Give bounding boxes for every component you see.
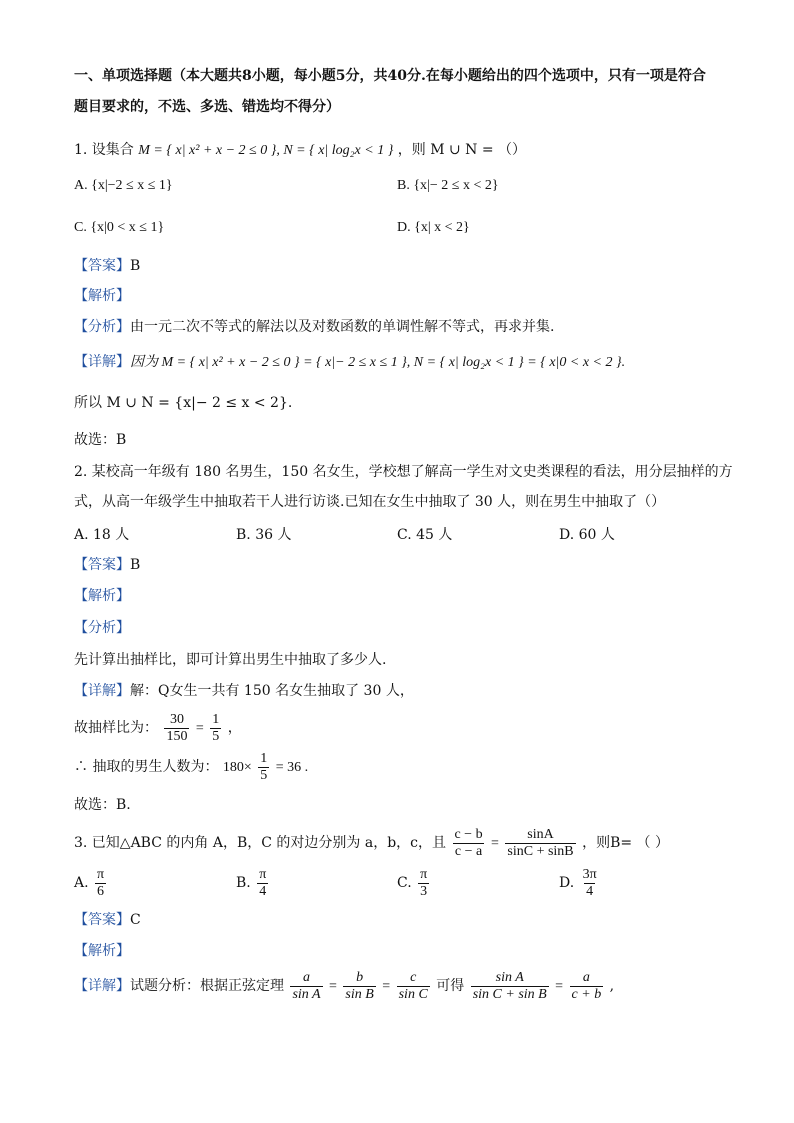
numerator: 1 (212, 711, 220, 727)
q3-option-c (397, 863, 431, 903)
q3-detail-pre: 试题分析：根据正弦定理 (130, 978, 284, 994)
fraction (418, 867, 429, 900)
q3-detail-mid: 可得 (436, 978, 465, 994)
q1-stem-pre: 1. 设集合 (74, 142, 134, 158)
q1-answer-value: B (130, 258, 141, 274)
answer-tag: 【答案】 (74, 258, 130, 274)
q2-option-a: A. 18 人 (74, 527, 130, 543)
section-title-line2: 题目要求的，不选、多选、错选均不得分） (74, 99, 340, 115)
numerator: sinA (527, 826, 554, 842)
q2-males (74, 747, 308, 788)
numerator: π (420, 866, 428, 882)
q1-stem-post: ，则 M ∪ N = （） (397, 142, 527, 158)
fraction (570, 970, 604, 1003)
q2-stem-line2: 式，从高一年级学生中抽取若干人进行访谈.已知在女生中抽取了 30 人，则在男生中抽取了（） (74, 494, 666, 510)
denominator: c − a (454, 843, 483, 859)
fraction (505, 827, 575, 860)
numerator: 30 (169, 711, 184, 727)
numerator: a (582, 969, 590, 985)
q1-detail-text: 因为 M = { x| x² + x − 2 ≤ 0 } = { x|− 2 ≤ x ≤ 1 }, N = { x| log₂x < 1 } = { x|0 < x < 2 }. (130, 355, 626, 370)
numerator: c − b (454, 826, 483, 842)
option-letter: B. (236, 875, 251, 891)
q1-option-d: D. {x| x < 2} (397, 220, 470, 235)
denominator: 6 (97, 883, 105, 899)
q2-option-d: D. 60 人 (559, 527, 615, 543)
q2-answer (74, 555, 140, 575)
detail-tag: 【详解】 (74, 978, 130, 994)
denominator: sinC + sinB (507, 843, 574, 859)
denominator: 150 (166, 728, 188, 744)
answer-tag: 【答案】 (74, 557, 130, 573)
q3-analysis-tag: 【解析】 (74, 943, 130, 959)
fraction (290, 970, 322, 1003)
q2-males-result: = 36 . (275, 760, 309, 775)
fraction (210, 712, 221, 745)
fraction (581, 867, 599, 900)
denominator: 5 (212, 728, 220, 744)
denominator: sin A (292, 986, 321, 1002)
fraction (257, 867, 268, 900)
q2-stem-line1: 2. 某校高一年级有 180 名男生，150 名女生，学校想了解高一学生对文史类课程的看法，用分层抽样的方 (74, 464, 733, 480)
q2-detail-text: 解：Q女生一共有 150 名女生抽取了 30 人， (130, 683, 414, 699)
denominator: c + b (571, 986, 602, 1002)
q2-option-c: C. 45 人 (397, 527, 453, 543)
q2-ratio-label: 故抽样比为： (74, 720, 158, 736)
fraction (397, 970, 430, 1003)
numerator: a (303, 969, 311, 985)
q2-ratio: 故抽样比为： $\frac{30}{150}$ = $\frac{1}{5}$ ， (74, 711, 242, 744)
fraction (164, 712, 189, 745)
q1-fenxi (74, 317, 554, 337)
numerator: π (97, 866, 105, 882)
q1-analysis-tag: 【解析】 (74, 288, 130, 304)
q3-option-b (236, 863, 270, 903)
option-letter: A. (74, 875, 89, 891)
numerator: 1 (260, 750, 268, 766)
numerator: π (259, 866, 267, 882)
section-title-line1: 一、单项选择题（本大题共8小题，每小题5分，共40分.在每小题给出的四个选项中，只有一项是符合 (74, 68, 706, 84)
q1-conclusion: 所以 M ∪ N = {x|− 2 ≤ x < 2}. (74, 395, 293, 411)
q2-fenxi-tag: 【分析】 (74, 620, 130, 636)
fraction (258, 751, 269, 784)
q1-choose: 故选：B (74, 432, 127, 448)
q2-fenxi: 先计算出抽样比，即可计算出男生中抽取了多少人. (74, 652, 387, 668)
q3-stem-pre: 3. 已知△ABC 的内角 A，B，C 的对边分别为 a，b，c，且 (74, 835, 447, 851)
q2-analysis-tag: 【解析】 (74, 588, 130, 604)
q3-stem: 3. 已知△ABC 的内角 A，B，C 的对边分别为 a，b，c，且 $\frac{c - b}{c - a}$ = $\frac{\sin A}{\sin C + \sin B}$ ，则B= （ ） (74, 826, 670, 859)
numerator: sin A (495, 969, 524, 985)
q1-stem (74, 140, 526, 161)
q2-detail (74, 681, 414, 701)
q2-option-b: B. 36 人 (236, 527, 292, 543)
q1-option-c: C. {x|0 < x ≤ 1} (74, 220, 165, 235)
numerator: b (356, 969, 364, 985)
q2-males-mul: 180× (222, 760, 252, 775)
q1-answer (74, 256, 140, 276)
denominator: sin B (345, 986, 374, 1002)
q3-stem-post: ，则B= （ ） (582, 835, 670, 851)
detail-tag: 【详解】 (74, 683, 130, 699)
q3-detail: 【详解】试题分析：根据正弦定理 $\frac{a}{\text{sin A}}$ = $\frac{b}{\text{sin B}}$ = $\frac{c}{\text{sin C}}$ 可得 $\frac{\text{sin A}}{\text{sin C + sin B}}$ = $\frac{a}{c + b}$ , (74, 969, 615, 1002)
fraction (95, 867, 106, 900)
denominator: 4 (259, 883, 267, 899)
q3-option-d (559, 863, 601, 903)
q1-fenxi-text: 由一元二次不等式的解法以及对数函数的单调性解不等式，再求并集. (130, 319, 555, 335)
fraction (343, 970, 375, 1003)
option-letter: D. (559, 875, 575, 891)
denominator: 3 (420, 883, 428, 899)
denominator: 4 (586, 883, 594, 899)
q1-stem-math: M = { x| x² + x − 2 ≤ 0 }, N = { x| log₂x < 1 } (138, 143, 394, 158)
denominator: sin C (398, 986, 428, 1002)
option-letter: C. (397, 875, 412, 891)
fraction (452, 827, 484, 860)
q3-option-a (74, 863, 108, 903)
q1-option-b: B. {x|− 2 ≤ x < 2} (397, 178, 499, 193)
numerator: c (410, 969, 417, 985)
q3-answer (74, 910, 141, 930)
fenxi-tag: 【分析】 (74, 319, 130, 335)
q2-males-label: ∴ 抽取的男生人数为： (74, 759, 219, 775)
q2-choose: 故选：B. (74, 797, 131, 813)
q3-answer-value: C (130, 912, 141, 928)
detail-tag: 【详解】 (74, 354, 130, 370)
fraction (471, 970, 549, 1003)
answer-tag: 【答案】 (74, 912, 130, 928)
q1-detail (74, 352, 625, 373)
numerator: 3π (582, 866, 597, 882)
q2-answer-value: B (130, 557, 141, 573)
denominator: sin C + sin B (472, 986, 547, 1002)
q1-option-a: A. {x|−2 ≤ x ≤ 1} (74, 178, 173, 193)
denominator: 5 (260, 767, 268, 783)
